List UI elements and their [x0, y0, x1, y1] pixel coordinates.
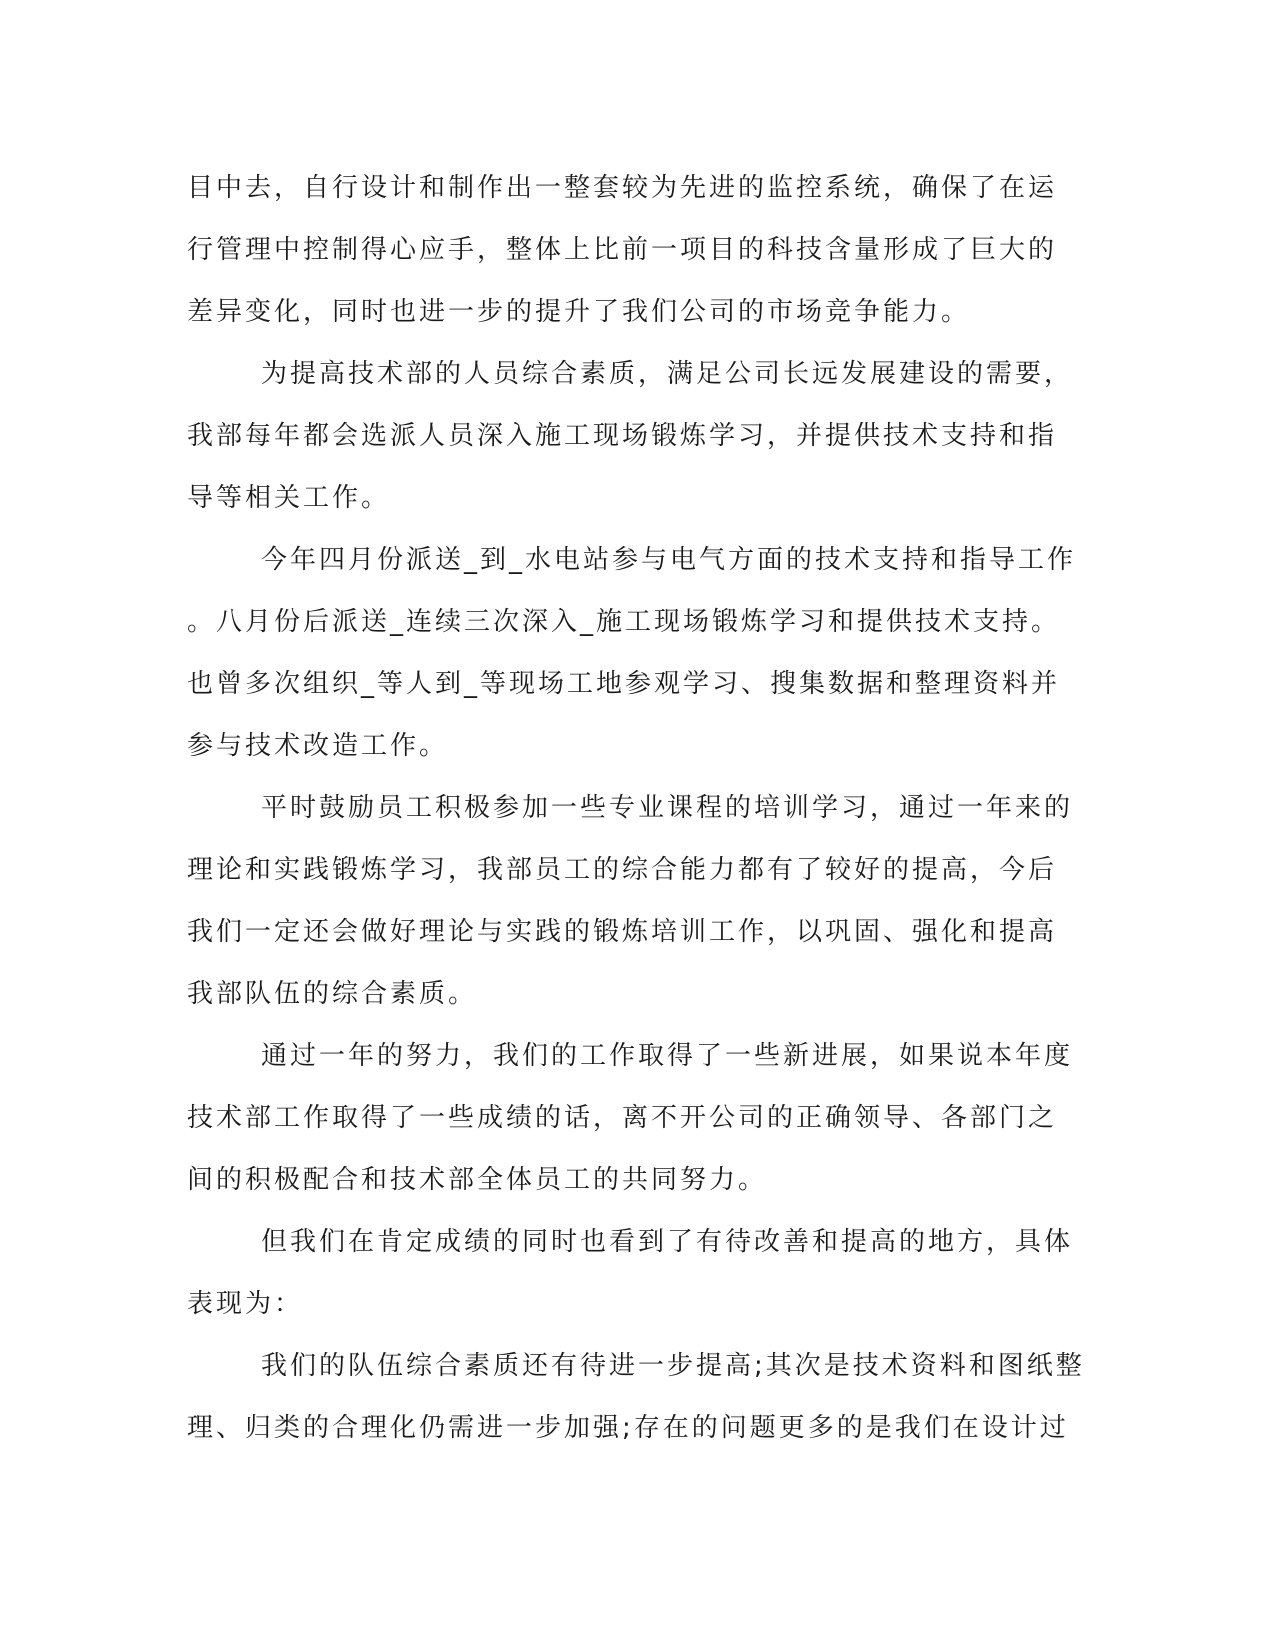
text-line: 行管理中控制得心应手，整体上比前一项目的科技含量形成了巨大的 [187, 235, 1058, 265]
text-line: 。八月份后派送_连续三次深入_施工现场锻炼学习和提供技术支持。 [187, 607, 1061, 637]
paragraph-first-line: 平时鼓励员工积极参加一些专业课程的培训学习，通过一年来的 [261, 793, 1074, 823]
text-line: 理、归类的合理化仍需进一步加强;存在的问题更多的是我们在设计过 [187, 1413, 1069, 1443]
text-line: 间的积极配合和技术部全体员工的共同努力。 [187, 1165, 768, 1195]
text-line: 导等相关工作。 [187, 483, 391, 513]
paragraph-first-line: 为提高技术部的人员综合素质，满足公司长远发展建设的需要， [261, 359, 1074, 389]
text-line: 目中去，自行设计和制作出一整套较为先进的监控系统，确保了在运 [187, 173, 1058, 203]
document-body [187, 165, 1087, 1467]
text-line: 我部每年都会选派人员深入施工现场锻炼学习，并提供技术支持和指 [187, 421, 1058, 451]
paragraph-first-line: 通过一年的努力，我们的工作取得了一些新进展，如果说本年度 [261, 1041, 1074, 1071]
text-line: 表现为： [187, 1289, 304, 1319]
text-line: 参与技术改造工作。 [187, 731, 449, 761]
paragraph-first-line: 今年四月份派送_到_水电站参与电气方面的技术支持和指导工作 [261, 545, 1077, 575]
text-line: 我们一定还会做好理论与实践的锻炼培训工作，以巩固、强化和提高 [187, 917, 1058, 947]
text-line: 技术部工作取得了一些成绩的话，离不开公司的正确领导、各部门之 [187, 1103, 1058, 1133]
text-line: 理论和实践锻炼学习，我部员工的综合能力都有了较好的提高，今后 [187, 855, 1058, 885]
text-line: 我部队伍的综合素质。 [187, 979, 478, 1009]
text-line: 差异变化，同时也进一步的提升了我们公司的市场竞争能力。 [187, 297, 971, 327]
paragraph-first-line: 我们的队伍综合素质还有待进一步提高;其次是技术资料和图纸整 [261, 1351, 1085, 1381]
paragraph-first-line: 但我们在肯定成绩的同时也看到了有待改善和提高的地方，具体 [261, 1227, 1074, 1257]
text-line: 也曾多次组织_等人到_等现场工地参观学习、搜集数据和整理资料并 [187, 669, 1061, 699]
